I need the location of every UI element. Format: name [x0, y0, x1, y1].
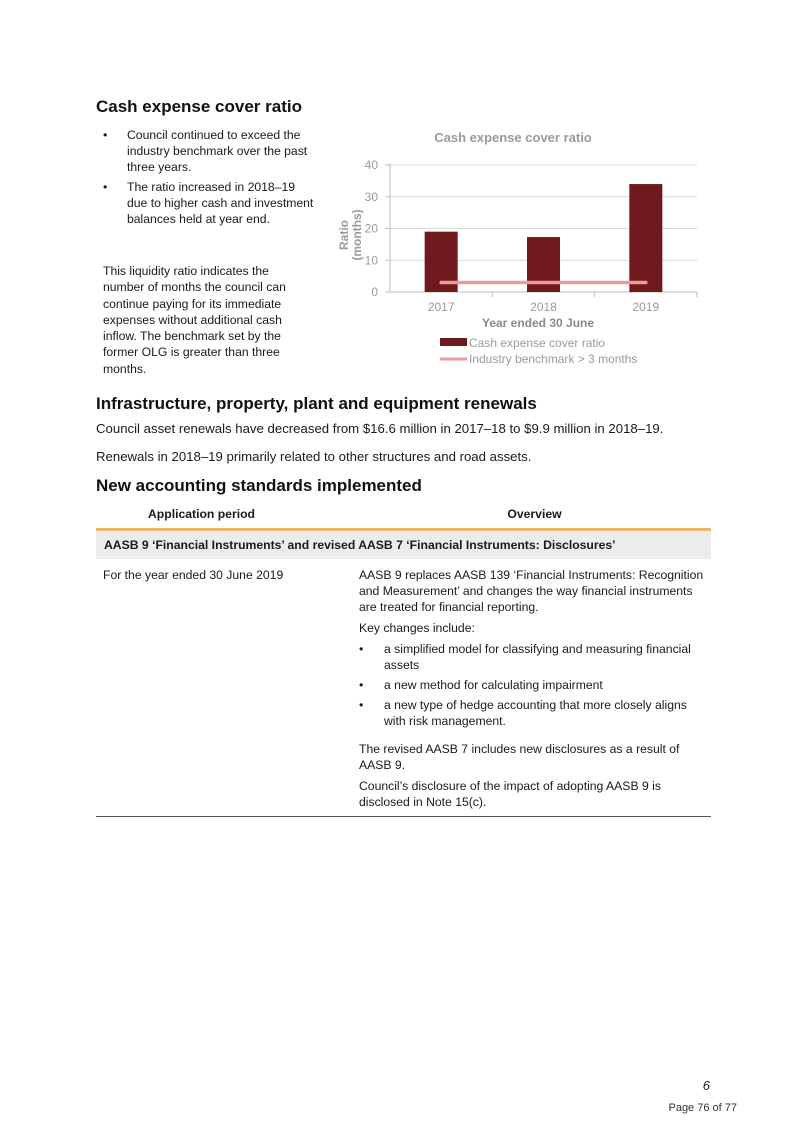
liquidity-paragraph: This liquidity ratio indicates the number of months the council can continue paying for its immediate expenses without additional cash inflow. The benchmark set by the former OLG is greater than three months. [103, 264, 286, 376]
y-axis-label [337, 209, 364, 260]
key-changes-list [359, 641, 710, 729]
page-number: 6 [702, 1078, 710, 1093]
list-item: • a new method for calculating impairment [359, 677, 710, 693]
chart-title: Cash expense cover ratio [434, 130, 592, 145]
legend-label-bar: Cash expense cover ratio [469, 336, 606, 350]
bullet-item: • The ratio increased in 2018–19 due to higher cash and investment balances held at year end. [103, 179, 318, 227]
standard-group-title: AASB 9 ‘Financial Instruments’ and revised AASB 7 ‘Financial Instruments: Disclosures’ [96, 530, 711, 560]
standards-table [96, 505, 711, 817]
x-tick-label: 2017 [427, 300, 455, 314]
bar-2019 [629, 184, 662, 292]
y-tick-label: 30 [364, 189, 378, 204]
legend-swatch-bar [440, 338, 467, 346]
column-header-period: Application period [96, 505, 358, 530]
page-count: Page 76 of 77 [668, 1102, 737, 1114]
y-tick-label: 0 [371, 285, 378, 299]
legend-label-line: Industry benchmark > 3 months [469, 352, 638, 366]
overview-paragraph: AASB 9 replaces AASB 139 ‘Financial Instruments: Recognition and Measurement’ and changes the way financial instruments are treated for financial reporting. [359, 568, 704, 614]
y-tick-label: 40 [364, 158, 378, 172]
y-tick-label: 20 [364, 221, 378, 236]
y-axis-label-line1: Ratio [337, 220, 351, 250]
cash-expense-chart [330, 125, 710, 375]
overview-paragraph: Council’s disclosure of the impact of adopting AASB 9 is disclosed in Note 15(c). [359, 779, 661, 809]
list-item: • a new type of hedge accounting that more closely aligns with risk management. [359, 697, 710, 729]
x-axis-label: Year ended 30 June [481, 316, 595, 330]
application-period-cell: For the year ended 30 June 2019 [103, 568, 284, 582]
standards-heading: New accounting standards implemented [96, 476, 422, 495]
cash-expense-heading: Cash expense cover ratio [96, 97, 302, 116]
overview-paragraph: Key changes include: [359, 621, 475, 635]
x-tick-label: 2018 [530, 300, 557, 314]
cash-expense-bullets [103, 127, 318, 231]
renewals-paragraph-1: Council asset renewals have decreased from $16.6 million in 2017–18 to $9.9 million in 2018–19. [96, 421, 664, 436]
y-axis-label-line2: (months) [350, 209, 364, 261]
table-row [96, 559, 711, 817]
overview-cell [358, 559, 711, 817]
renewals-paragraph-2: Renewals in 2018–19 primarily related to other structures and road assets. [96, 449, 532, 464]
bullet-item: • Council continued to exceed the industry benchmark over the past three years. [103, 127, 318, 175]
list-item: • a simplified model for classifying and measuring financial assets [359, 641, 710, 673]
renewals-heading: Infrastructure, property, plant and equipment renewals [96, 394, 537, 413]
x-tick-label: 2019 [632, 300, 660, 314]
y-tick-label: 10 [364, 253, 378, 268]
overview-paragraph: The revised AASB 7 includes new disclosures as a result of AASB 9. [359, 742, 680, 772]
column-header-overview: Overview [358, 505, 711, 530]
